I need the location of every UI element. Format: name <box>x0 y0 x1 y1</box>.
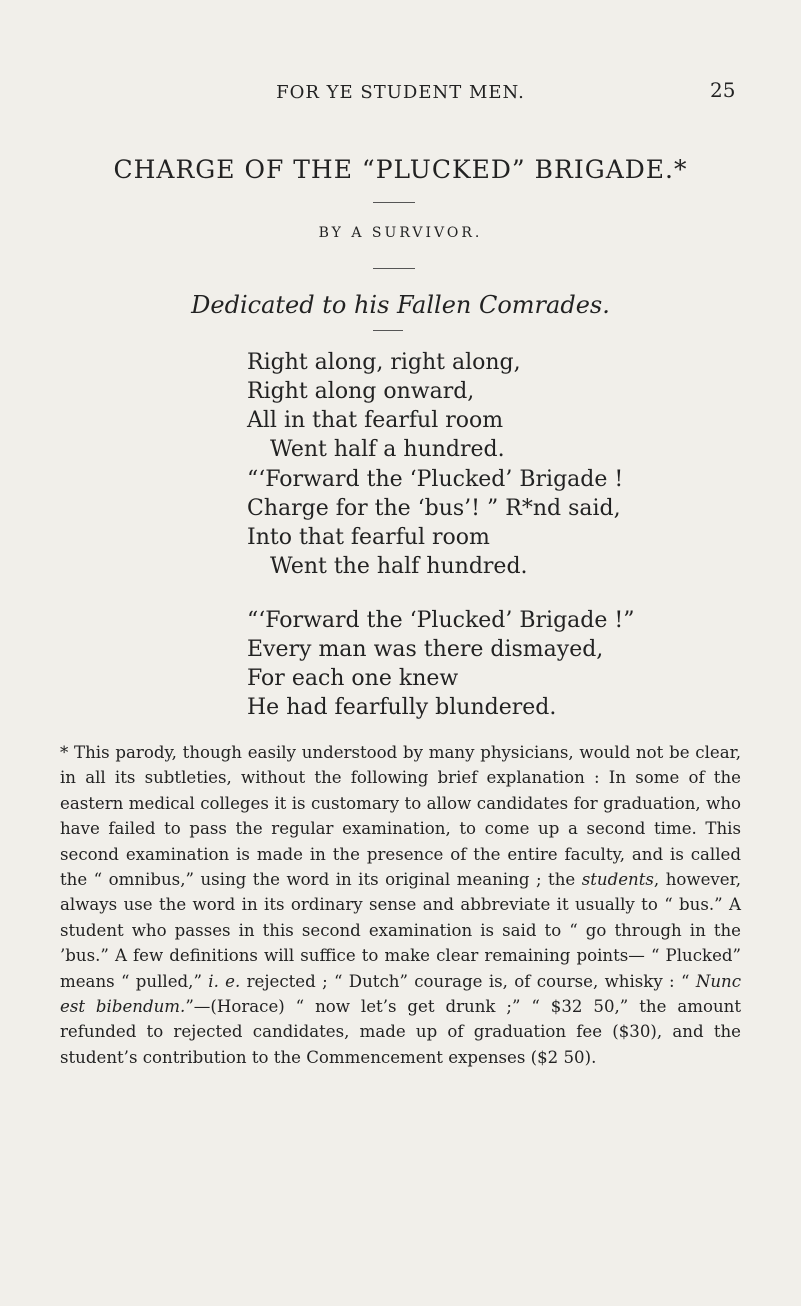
poem-line: “‘Forward the ‘Plucked’ Brigade ! <box>247 467 624 492</box>
poem-line: He had fearfully blundered. <box>247 695 557 720</box>
footnote-italic: students <box>581 870 654 890</box>
footnote-text: rejected ; “ Dutch” courage is, of course, whisky : “ <box>240 971 696 991</box>
byline: BY A SURVIVOR. <box>318 225 483 241</box>
poem-line: Charge for the ‘bus’! ” R*nd said, <box>247 496 621 521</box>
footnote-italic: i. e. <box>208 971 241 991</box>
page-number: 25 <box>710 78 736 102</box>
footnote-text: * This parody, though easily understood by many physicians, would not be clear, in all its subtleties, without the following brief explanation : In some of the eastern medical colleges it is customary to allow candidates for graduation, who have failed to pass the regular examination, to come up a second time. This second examination is made in the presence of the entire faculty, and is called the “ omnibus,” using the word in its original meaning ; the <box>60 743 741 890</box>
poem-line: Every man was there dismayed, <box>247 637 604 662</box>
poem-line: Went half a hundred. <box>270 437 505 462</box>
poem-line: For each one knew <box>247 666 459 691</box>
divider-rule <box>373 202 415 203</box>
footnote-paragraph <box>60 740 741 1070</box>
poem-line: “‘Forward the ‘Plucked’ Brigade !” <box>247 608 635 633</box>
poem-line: Into that fearful room <box>247 525 490 550</box>
footnote <box>60 740 741 1070</box>
footnote-text: , however, always use the word in its ordinary sense and abbreviate it usually to “ bus.” A student who passes in this second examination is said to “ go through in the ’bus.” A few definitions will suffice to make clear remaining points— “ Plucked” means “ pulled,” <box>60 870 741 991</box>
footnote-text: ”—(Horace) “ now let’s get drunk ;” “ $32 50,” the amount refunded to rejected candidates, made up of graduation fee ($30), and the student’s contribution to the Commencement expenses ($2 50). <box>60 997 741 1067</box>
poem-line: Went the half hundred. <box>270 554 528 579</box>
dedication: Dedicated to his Fallen Comrades. <box>191 291 610 319</box>
divider-rule <box>373 268 415 269</box>
poem-line: Right along onward, <box>247 379 475 404</box>
poem-line: All in that fearful room <box>247 408 504 433</box>
footnote-italic: Nunc est bibendum. <box>60 971 741 1017</box>
poem-line: Right along, right along, <box>247 350 521 375</box>
divider-rule <box>373 330 403 331</box>
running-head: FOR YE STUDENT MEN. <box>276 82 525 103</box>
poem-title: CHARGE OF THE “PLUCKED” BRIGADE.* <box>113 155 688 184</box>
